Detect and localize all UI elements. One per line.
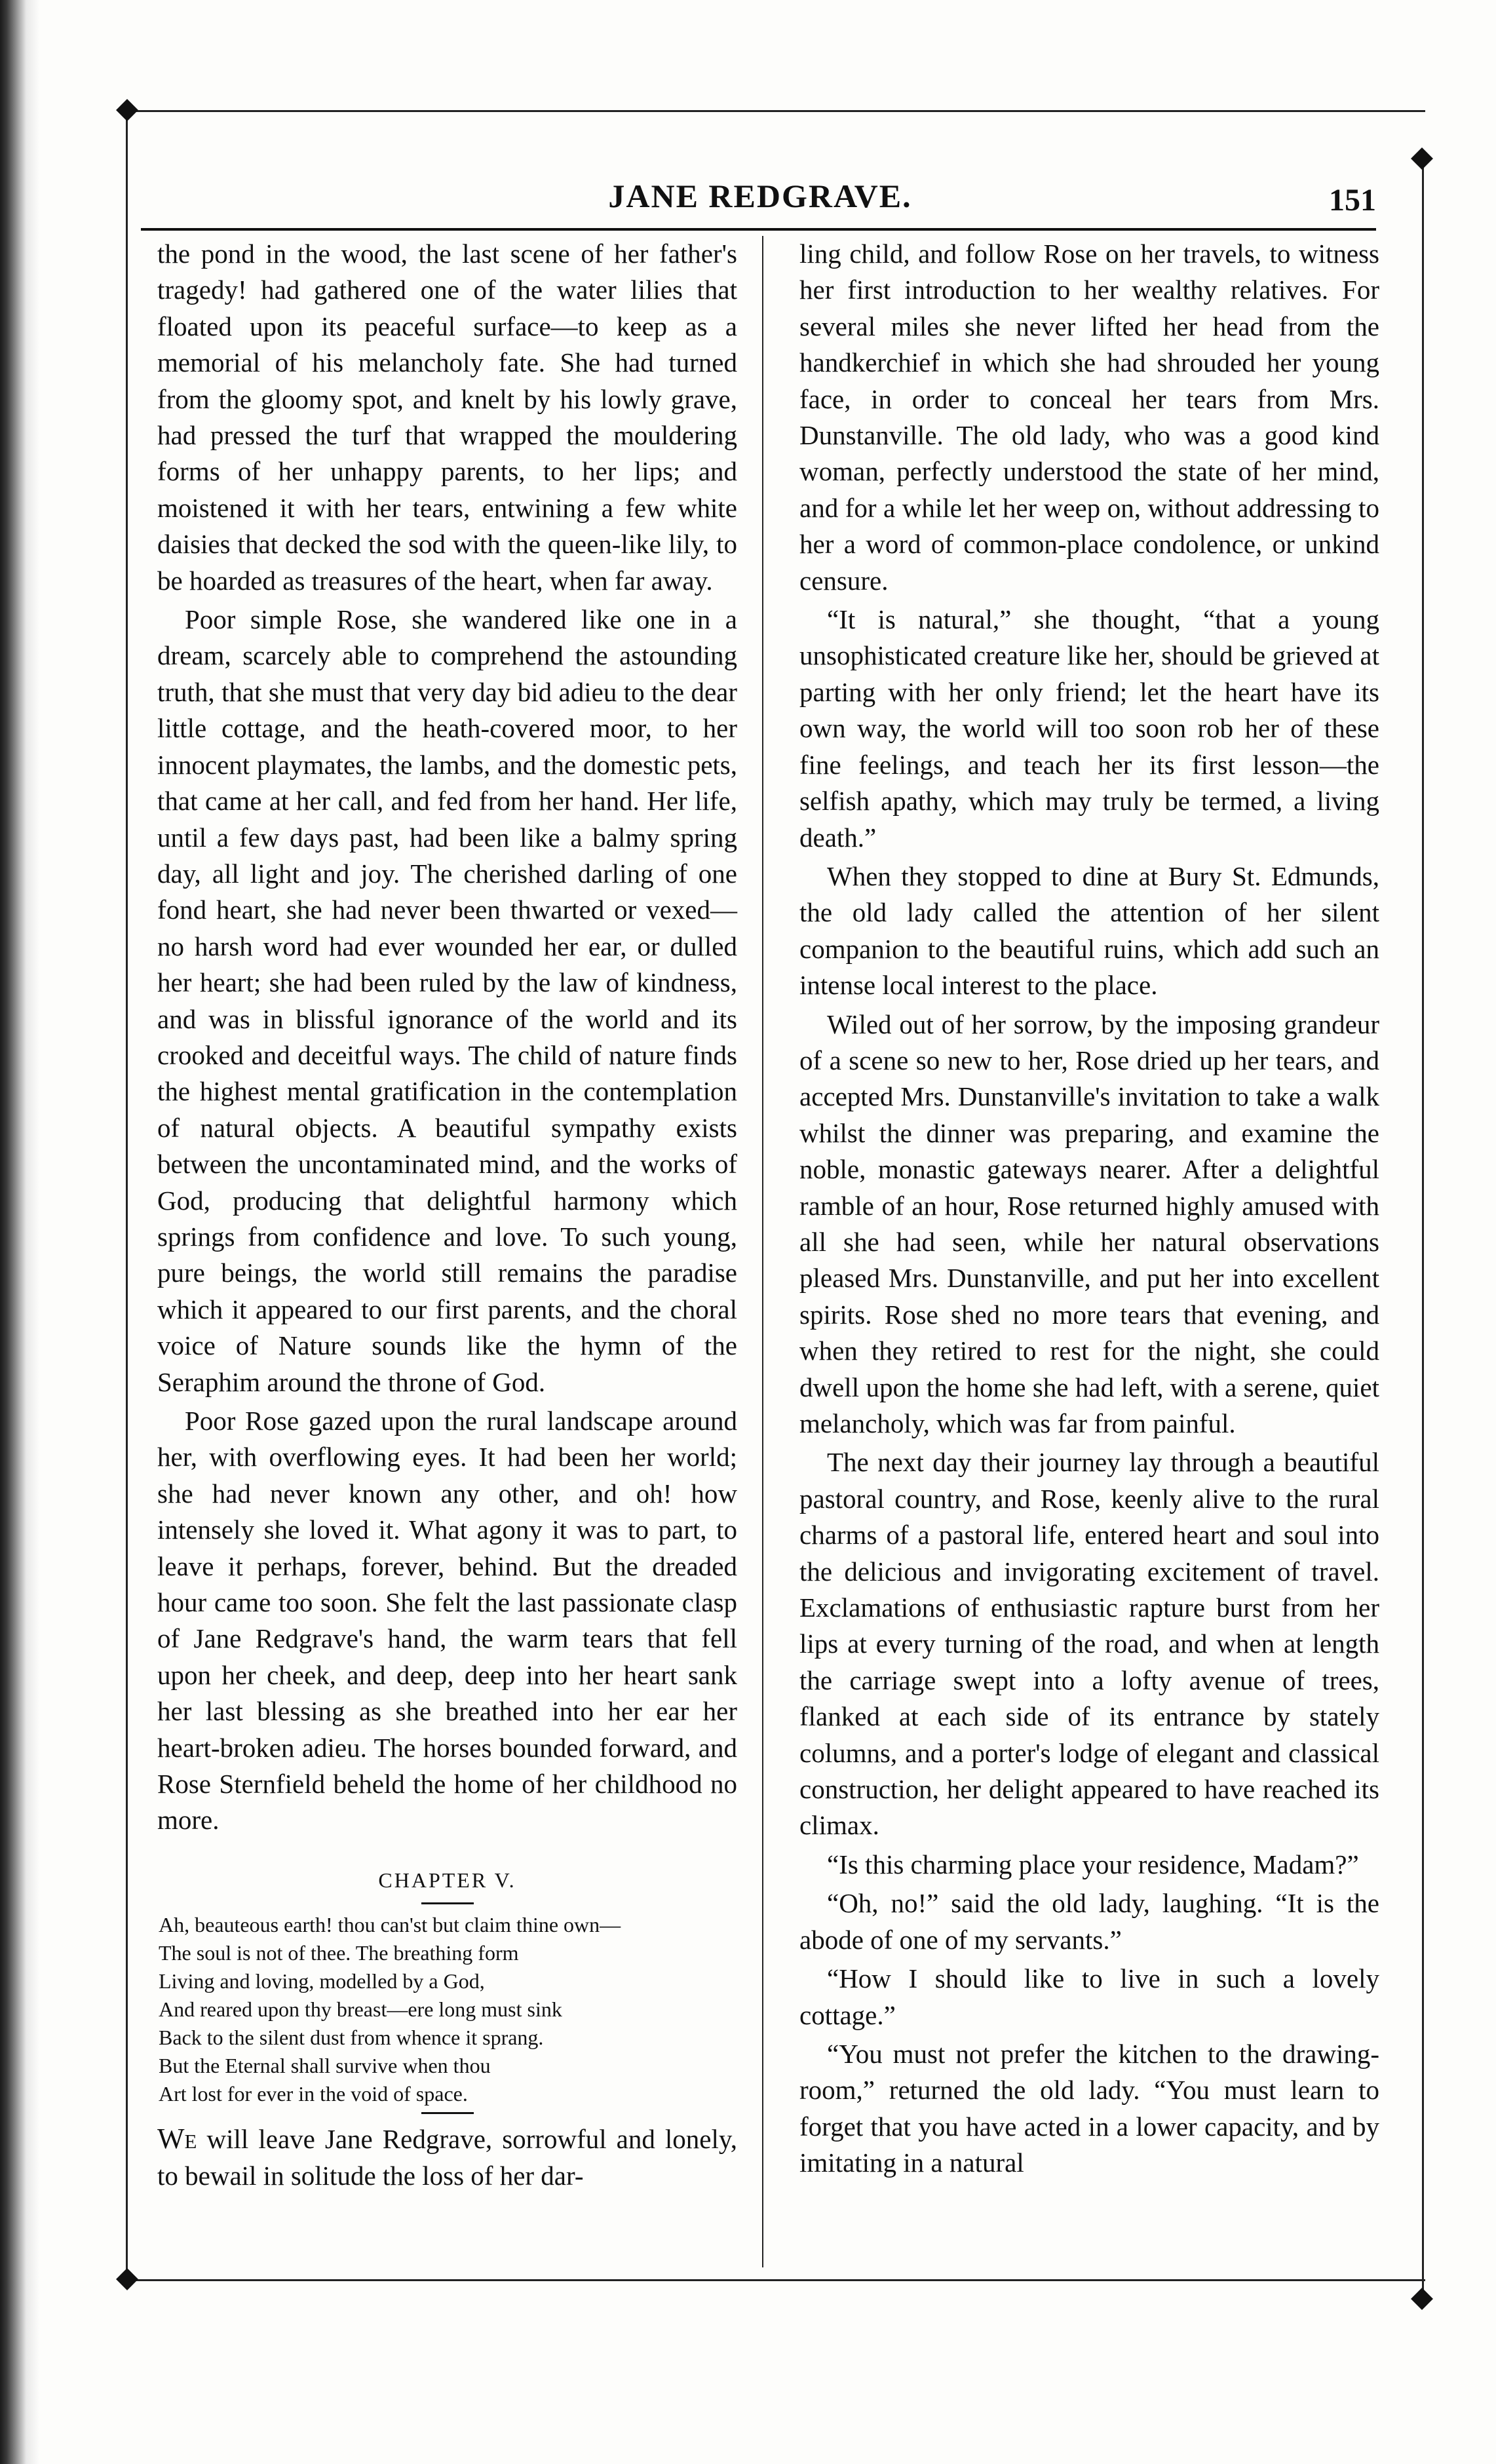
header-rule — [141, 228, 1376, 231]
paragraph: “Is this charming place your residence, Madam?” — [827, 1849, 1359, 1879]
epigraph-line: Art lost for ever in the void of space. — [159, 2082, 468, 2106]
paragraph: When they stopped to dine at Bury St. Edmunds, the old lady called the attention of her silent companion to the beautiful ruins, which add such an intense local interest to the place. — [799, 860, 1379, 1001]
ornamental-border-right — [1422, 157, 1424, 2300]
epigraph-line: But the Eternal shall survive when thou — [159, 2054, 491, 2078]
paragraph: “It is natural,” she thought, “that a young unsophisticated creature like her, should be grieved at parting with her only friend; let the heart have its own way, the world will too soon rob her of these fine feelings, and teach her its first lesson—the selfish apathy, which may truly be termed, a living death.” — [799, 604, 1379, 853]
column-divider — [762, 236, 763, 2267]
ornamental-border-top — [125, 110, 1425, 112]
ornamental-border-left — [126, 110, 128, 2273]
scan-binding-edge — [0, 0, 39, 2464]
chapter-opening — [157, 2121, 737, 2194]
paragraph: the pond in the wood, the last scene of her father's tragedy! had gathered one of the water lilies that floated upon its peaceful surface—to keep as a memorial of his melancholy fate. She had turned from the gloomy spot, and knelt by his lowly grave, had pressed the turf that wrapped the mouldering forms of her unhappy parents, to her lips; and moistened it with her tears, entwining a few white daisies that decked the sod with the queen-like lily, to be hoarded as treasures of the heart, when far away. — [157, 239, 737, 596]
epigraph — [159, 1911, 737, 2108]
running-title: JANE REDGRAVE. — [608, 178, 912, 214]
epigraph-rule — [421, 2112, 474, 2114]
drop-cap: We — [157, 2123, 197, 2155]
left-column — [157, 236, 737, 2197]
chapter-heading: CHAPTER V. — [378, 1868, 516, 1892]
paragraph: ling child, and follow Rose on her travels, to witness her first introduction to her wealthy relatives. For several miles she never lifted her head from the handkerchief in which she had shrouded her young face, in order to conceal her tears from Mrs. Dunstanville. The old lady, who was a good kind woman, perfectly understood the state of her mind, and for a while let her weep on, without addressing to her a word of common-place condolence, or unkind censure. — [799, 239, 1379, 596]
chapter-rule — [421, 1902, 474, 1904]
epigraph-line: Ah, beauteous earth! thou can'st but claim thine own— — [159, 1913, 621, 1937]
page-number: 151 — [1329, 183, 1376, 218]
paragraph: “You must not prefer the kitchen to the drawing-room,” returned the old lady. “You must learn to forget that you have acted in a lower capacity, and by imitating in a natural — [799, 2038, 1379, 2178]
epigraph-line: And reared upon thy breast—ere long must sink — [159, 1997, 562, 2022]
ornamental-border-bottom — [125, 2279, 1425, 2281]
paragraph: Poor Rose gazed upon the rural landscape around her, with overflowing eyes. It had been her world; she had never known any other, and oh! how intensely she loved it. What agony it was to part, to leave it perhaps, forever, behind. But the dreaded hour came too soon. She felt the last passionate clasp of Jane Redgrave's hand, the warm tears that fell upon her cheek, and deep, deep into her heart sank her last blessing as she breathed into her ear her heart-broken adieu. The horses bounded forward, and Rose Sternfield beheld the home of her childhood no more. — [157, 1406, 737, 1836]
right-column — [799, 236, 1379, 2184]
border-ornament-icon — [116, 2268, 138, 2290]
border-ornament-icon — [1411, 147, 1433, 170]
epigraph-line: Back to the silent dust from whence it sprang. — [159, 2026, 544, 2050]
border-ornament-icon — [116, 99, 138, 121]
paragraph: The next day their journey lay through a beautiful pastoral country, and Rose, keenly alive to the rural charms of a pastoral life, entered heart and soul into the delicious and invigorating excitement of travel. Exclamations of enthusiastic rapture burst from her lips at every turning of the road, and when at length the carriage swept into a lofty avenue of trees, flanked at each side of its entrance by stately columns, and a porter's lodge of elegant and classical construction, her delight appeared to have reached its climax. — [799, 1447, 1379, 1841]
epigraph-line: The soul is not of thee. The breathing form — [159, 1941, 519, 1965]
paragraph: “How I should like to live in such a lovely cottage.” — [799, 1963, 1379, 2030]
page-header — [144, 177, 1376, 223]
border-ornament-icon — [1411, 2288, 1433, 2310]
paragraph: “Oh, no!” said the old lady, laughing. “It is the abode of one of my servants.” — [799, 1888, 1379, 1955]
epigraph-line: Living and loving, modelled by a God, — [159, 1969, 485, 1993]
chapter-opening-text: will leave Jane Redgrave, sorrowful and lonely, to bewail in solitude the loss of her dar- — [157, 2124, 737, 2191]
paragraph: Poor simple Rose, she wandered like one in a dream, scarcely able to comprehend the astounding truth, that she must that very day bid adieu to the dear little cottage, and the heath-covered moor, to her innocent playmates, the lambs, and the domestic pets, that came at her call, and fed from her hand. Her life, until a few days past, had been like a balmy spring day, all light and joy. The cherished darling of one fond heart, she had never been thwarted or vexed—no harsh word had ever wounded her ear, or dulled her heart; she had been ruled by the law of kindness, and was in blissful ignorance of the world and its crooked and deceitful ways. The child of nature finds the highest mental gratification in the contemplation of natural objects. A beautiful sympathy exists between the uncontaminated mind, and the works of God, producing that delightful harmony which springs from confidence and love. To such young, pure beings, the world still remains the paradise which it appeared to our first parents, and the choral voice of Nature sounds like the hymn of the Seraphim around the throne of God. — [157, 604, 737, 1397]
paragraph: Wiled out of her sorrow, by the imposing grandeur of a scene so new to her, Rose dried up her tears, and accepted Mrs. Dunstanville's invitation to take a walk whilst the dinner was preparing, and examine the noble, monastic gateways nearer. After a delightful ramble of an hour, Rose returned highly amused with all she had seen, while her natural observations pleased Mrs. Dunstanville, and put her into excellent spirits. Rose shed no more tears that evening, and when they retired to rest for the night, she could dwell upon the home she had left, with a serene, quiet melancholy, which was far from painful. — [799, 1009, 1379, 1438]
